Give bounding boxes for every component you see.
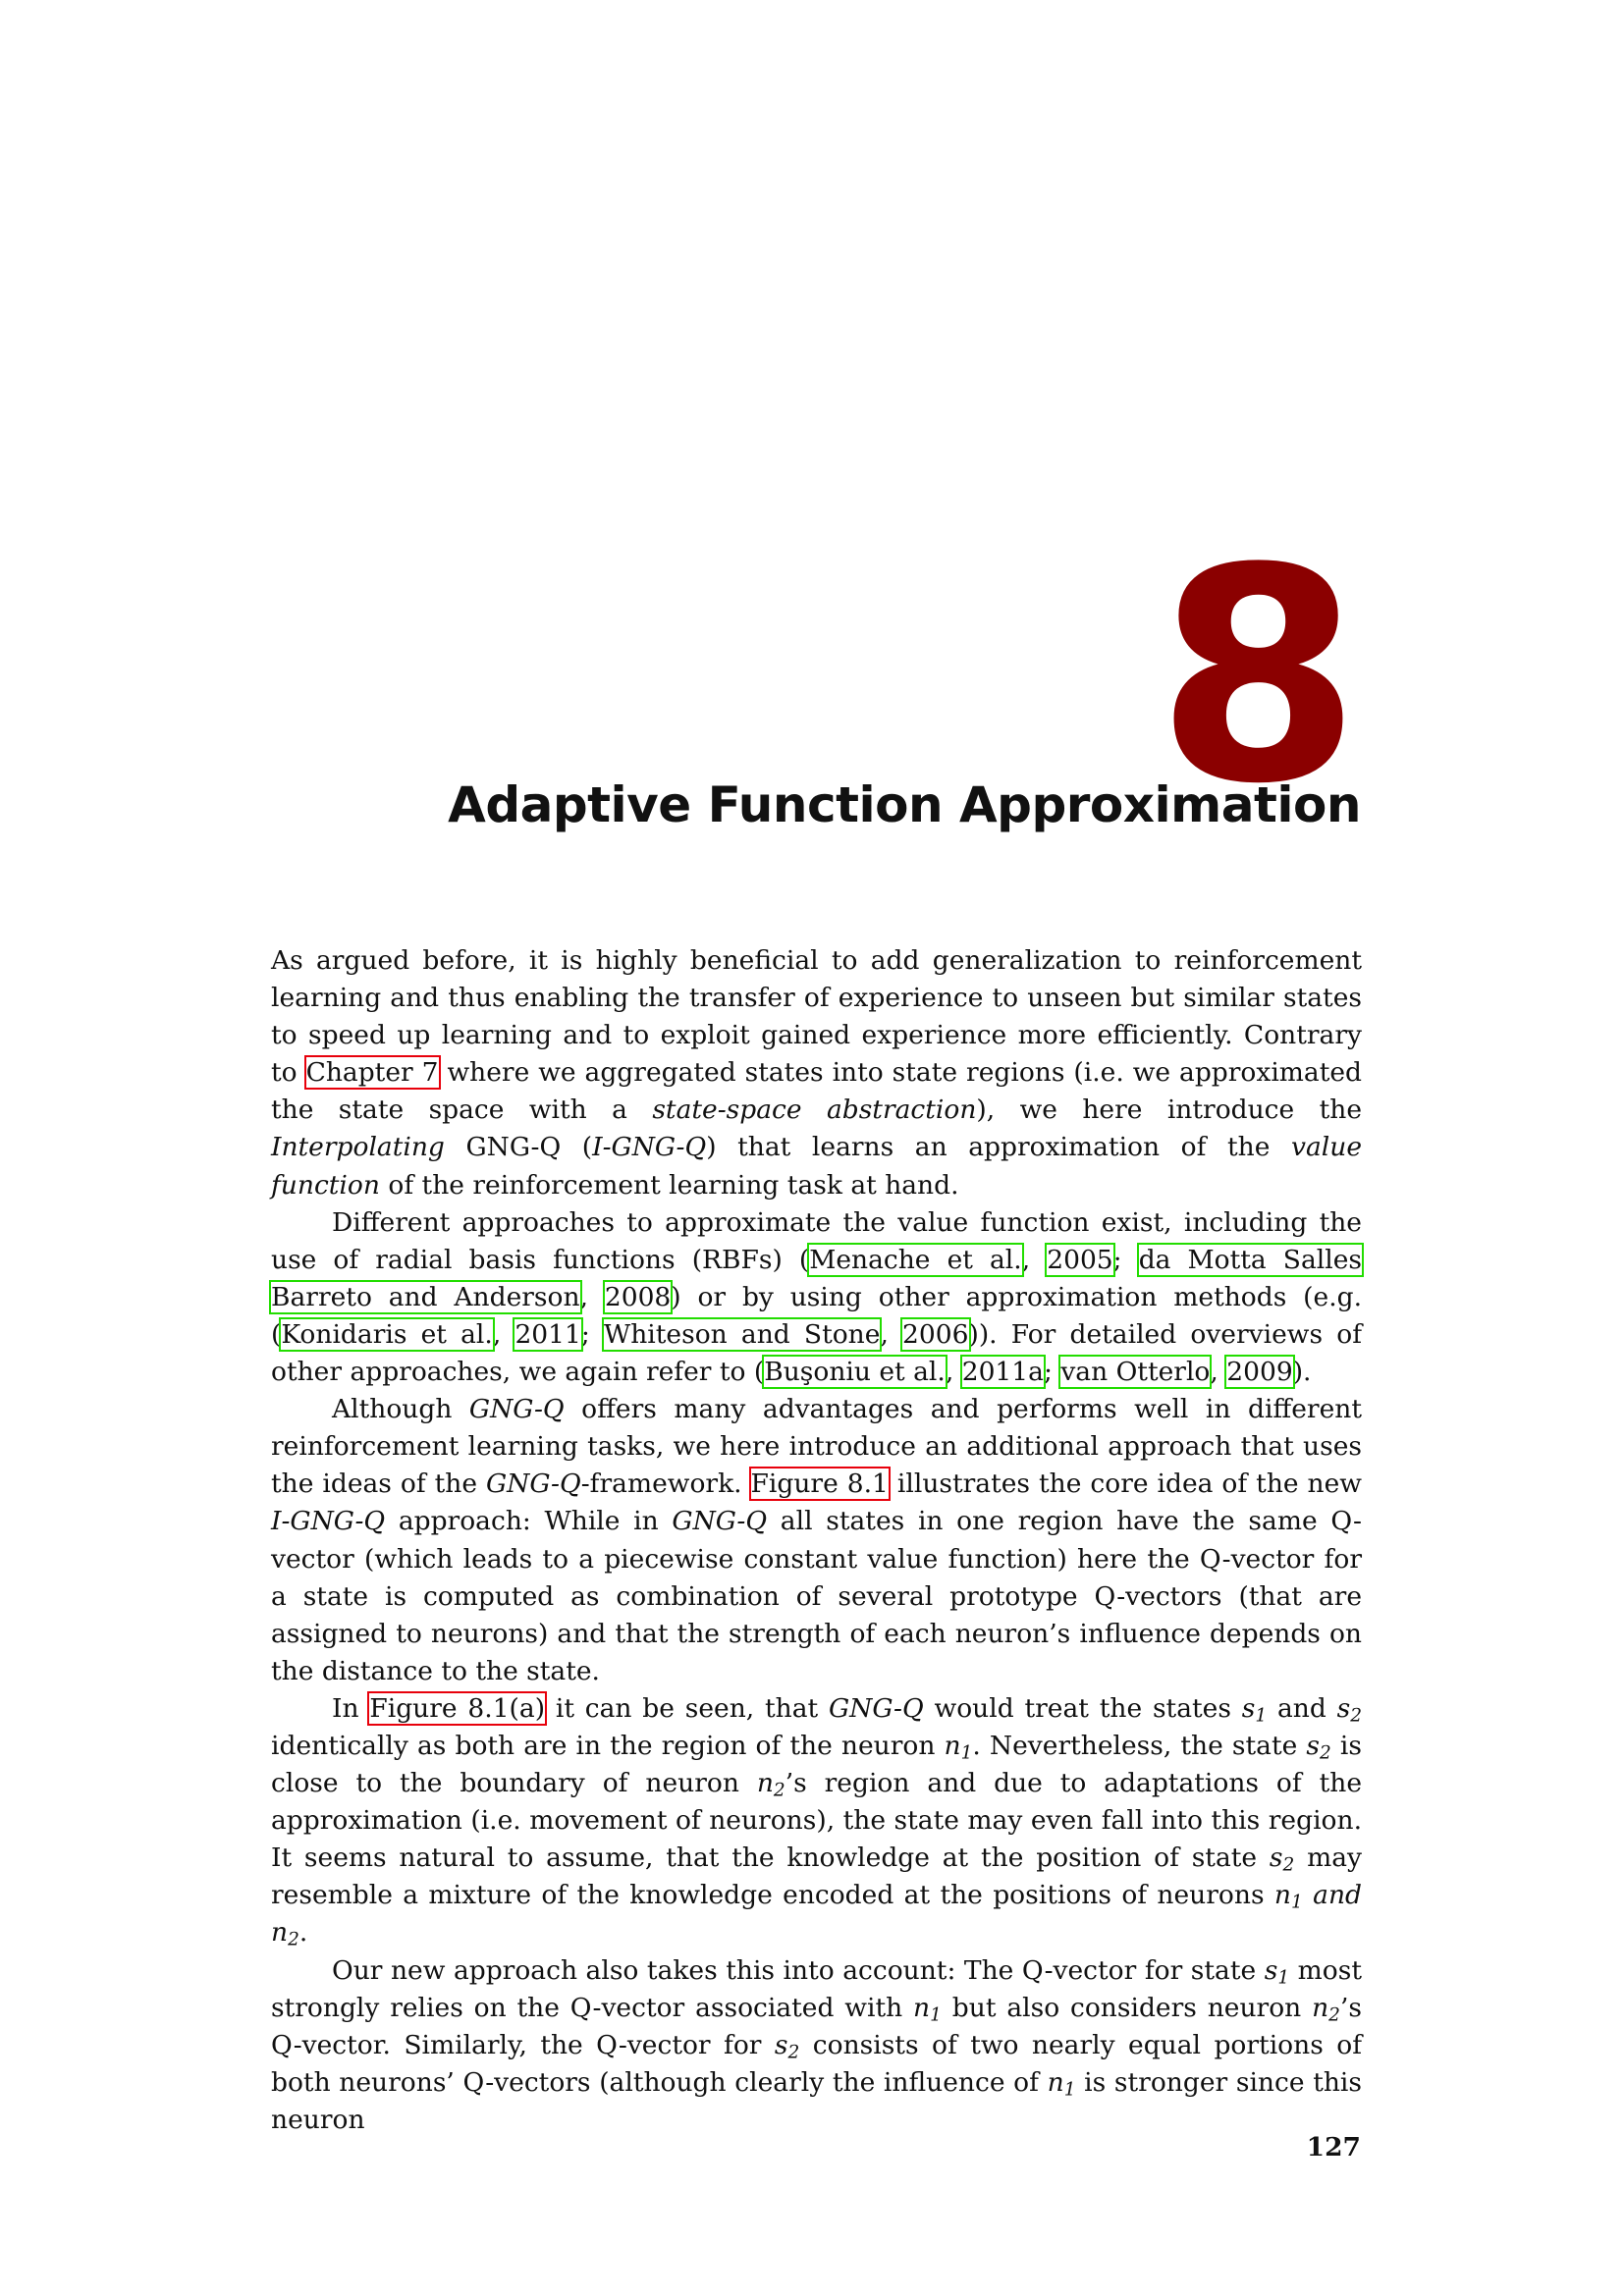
math-var: n <box>271 1917 289 1949</box>
text: ). <box>1292 1357 1312 1388</box>
text: illustrates the core idea of the new <box>888 1468 1362 1500</box>
text: identically as both are in the region of the neuron <box>271 1730 945 1761</box>
text: ’s Q-vector. Similarly, the Q-vector for <box>271 1992 1362 2060</box>
math-var: s <box>1269 1842 1283 1874</box>
math-subscript: 1 <box>1063 2079 1076 2101</box>
text: it can be seen, that <box>545 1692 830 1724</box>
text: , <box>1210 1357 1227 1388</box>
text: GNG-Q ( <box>444 1132 593 1163</box>
figure-8-1a-link[interactable]: Figure 8.1(a) <box>369 1692 546 1724</box>
emphasis: value function <box>271 1132 1362 1201</box>
figure-8-1-link[interactable]: Figure 8.1 <box>750 1468 889 1500</box>
math-s2 <box>1306 1730 1331 1764</box>
math-var: s <box>1306 1730 1321 1761</box>
text: offers many advantages and performs well in different reinforcement learning tasks, we here introduce an additional approach that uses the ideas of the <box>271 1394 1362 1500</box>
text: and <box>1267 1692 1337 1724</box>
text: As argued before, it is highly beneficial to add generalization to reinforcement learning and thus enabling the transfer of experience to unseen but similar states to speed up learning and to exploit gained experience more efficiently. Contrary to <box>271 945 1362 1089</box>
math-subscript: 2 <box>1350 1705 1363 1727</box>
math-subscript: 1 <box>960 1742 973 1764</box>
citation-van-otterlo-year[interactable]: 2009 <box>1226 1357 1293 1388</box>
math-var: n <box>1273 1880 1291 1911</box>
math-n1 <box>1047 2066 1076 2101</box>
text: , <box>945 1357 962 1388</box>
math-subscript: 2 <box>1320 1742 1331 1764</box>
citation-busoniu-year[interactable]: 2011a <box>961 1357 1044 1388</box>
text: ; <box>1043 1357 1061 1388</box>
body-text <box>271 942 1362 2139</box>
paragraph-1 <box>271 942 1362 1204</box>
math-var: s <box>1336 1692 1351 1724</box>
citation-whiteson[interactable]: Whiteson and Stone <box>604 1318 881 1350</box>
math-subscript: 1 <box>930 2004 942 2026</box>
text: may resemble a mixture of the knowledge encoded at the positions of neurons <box>271 1842 1362 1911</box>
text: . <box>298 1917 308 1949</box>
emphasis: GNG-Q <box>672 1506 768 1537</box>
text: , <box>1021 1244 1048 1275</box>
text: ) that learns an approximation of the <box>706 1132 1291 1163</box>
text: ; <box>580 1318 604 1350</box>
emphasis: I-GNG-Q <box>271 1506 386 1537</box>
text: , <box>880 1318 903 1350</box>
math-n1 <box>913 1992 942 2026</box>
math-subscript: 1 <box>1255 1705 1268 1727</box>
text: approach: While in <box>385 1506 673 1537</box>
text: where we aggregated states into state regions (i.e. we approximated the state space with a <box>271 1057 1363 1126</box>
math-s1 <box>1264 1954 1290 1989</box>
math-subscript: 2 <box>787 2042 800 2063</box>
emphasis: GNG-Q <box>829 1692 924 1724</box>
math-s2 <box>1336 1692 1363 1727</box>
text: , <box>492 1318 515 1350</box>
text: ’s region and due to adaptations of the approximation (i.e. movement of neurons), the state may even fall into this region. It seems natural to assume, that the knowledge at the position of state <box>271 1768 1362 1874</box>
emphasis: Interpolating <box>271 1132 445 1163</box>
math-var: n <box>1047 2066 1064 2098</box>
math-n2 <box>271 1917 299 1951</box>
text: ), we here introduce the <box>976 1095 1362 1126</box>
text: would treat the states <box>923 1692 1242 1724</box>
math-n1 <box>1273 1880 1303 1913</box>
math-n2 <box>756 1768 785 1801</box>
citation-busoniu[interactable]: Buşoniu et al. <box>764 1357 946 1388</box>
citation-da-motta[interactable]: da Motta Salles Barreto and Anderson <box>271 1244 1362 1312</box>
text: In <box>332 1692 370 1724</box>
text: , <box>579 1281 605 1312</box>
math-var: s <box>774 2029 788 2060</box>
emphasis: and <box>1313 1880 1362 1911</box>
text: is stronger since this neuron <box>271 2066 1362 2135</box>
emphasis: I-GNG-Q <box>592 1132 707 1163</box>
emphasis: GNG-Q <box>468 1394 565 1425</box>
math-var: n <box>944 1730 961 1761</box>
math-var: n <box>913 1992 931 2023</box>
citation-menache[interactable]: Menache et al. <box>809 1244 1022 1275</box>
citation-konidaris-year[interactable]: 2011 <box>514 1318 581 1350</box>
chapter-title: Adaptive Function Approximation <box>448 776 1361 833</box>
emphasis: state-space abstraction <box>652 1095 977 1126</box>
paragraph-2 <box>271 1204 1362 1391</box>
text: consists of two nearly equal portions of both neurons’ Q-vectors (although clearly the influence of <box>271 2029 1362 2098</box>
text: but also considers neuron <box>941 1992 1313 2023</box>
text: all states in one region have the same Q-vector (which leads to a piecewise constant value function) here the Q-vector for a state is computed as combination of several prototype Q-vectors (that are assigned to neurons) and that the strength of each neuron’s influence depends on the distance to the state. <box>271 1506 1362 1686</box>
emphasis: GNG-Q <box>486 1468 581 1500</box>
text: most strongly relies on the Q-vector associated with <box>271 1954 1362 2023</box>
citation-van-otterlo[interactable]: van Otterlo <box>1060 1357 1211 1388</box>
paragraph-3 <box>271 1391 1362 1690</box>
math-subscript: 1 <box>1290 1892 1303 1913</box>
chapter-number: 8 <box>1156 506 1361 848</box>
math-subscript: 2 <box>1328 2004 1340 2026</box>
page-number: 127 <box>1306 2132 1361 2163</box>
text: ; <box>1112 1244 1139 1275</box>
text: Although <box>332 1394 469 1425</box>
math-n2 <box>1312 1992 1340 2026</box>
text: )). For detailed overviews of other approaches, we again refer to ( <box>271 1318 1363 1388</box>
math-var: n <box>1312 1992 1329 2023</box>
math-s2 <box>774 2029 800 2063</box>
paragraph-5 <box>271 1952 1362 2139</box>
text: ) or by using other approximation methods (e.g. ( <box>271 1281 1363 1350</box>
citation-menache-year[interactable]: 2005 <box>1047 1244 1113 1275</box>
text: Our new approach also takes this into account: The Q-vector for state <box>332 1954 1265 1986</box>
text: -framework. <box>580 1468 751 1500</box>
math-subscript: 2 <box>1282 1854 1295 1876</box>
text: is close to the boundary of neuron <box>271 1730 1362 1799</box>
text: of the reinforcement learning task at hand. <box>379 1169 959 1201</box>
math-n1 <box>944 1730 973 1764</box>
text: Different approaches to approximate the value function exist, including the use of radial basis functions (RBFs) ( <box>271 1206 1362 1275</box>
citation-da-motta-year[interactable]: 2008 <box>604 1281 672 1312</box>
text: . Nevertheless, the state <box>972 1730 1307 1761</box>
math-subscript: 2 <box>288 1930 299 1951</box>
math-subscript: 2 <box>773 1780 785 1801</box>
math-s2 <box>1269 1842 1295 1876</box>
math-var: n <box>756 1768 774 1799</box>
math-var: s <box>1241 1692 1256 1724</box>
paragraph-4 <box>271 1690 1362 1952</box>
math-var: s <box>1264 1954 1278 1986</box>
citation-whiteson-year[interactable]: 2006 <box>902 1318 969 1350</box>
citation-konidaris[interactable]: Konidaris et al. <box>281 1318 493 1350</box>
chapter-7-link[interactable]: Chapter 7 <box>305 1057 439 1089</box>
math-subscript: 1 <box>1277 1967 1290 1989</box>
math-s1 <box>1241 1692 1268 1727</box>
